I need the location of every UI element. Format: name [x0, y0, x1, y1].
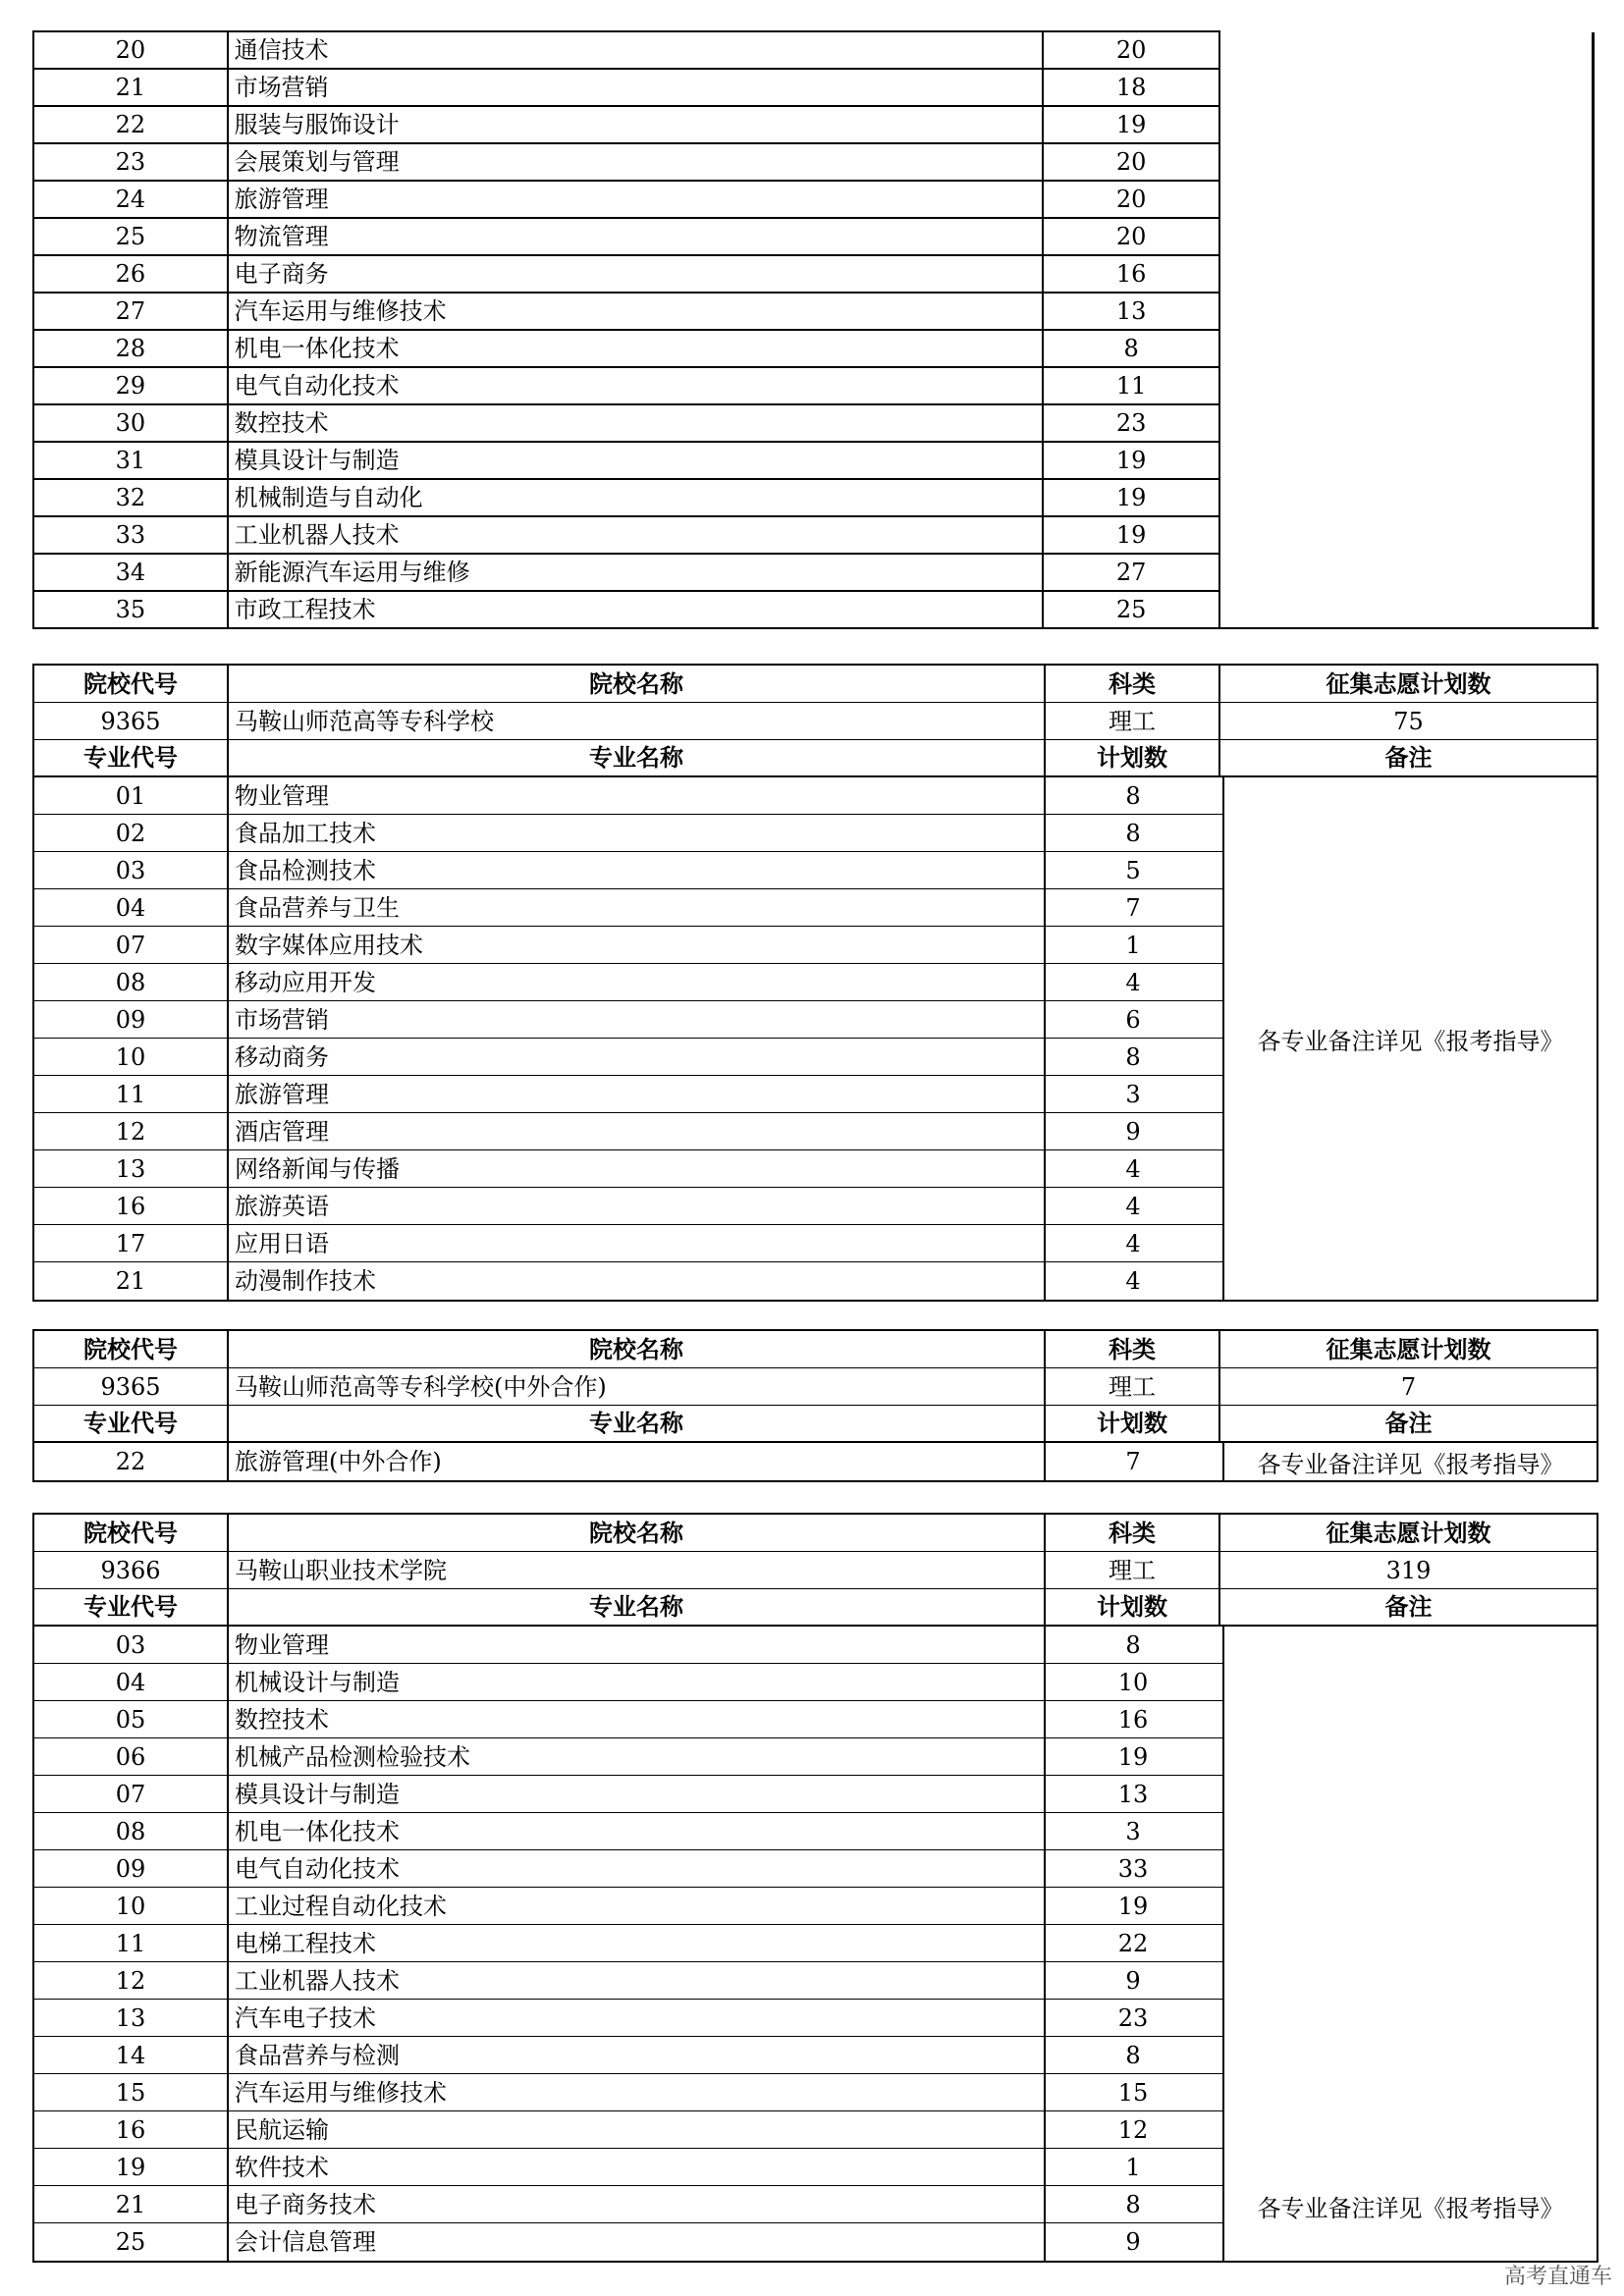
major-name: 市政工程技术	[229, 592, 1045, 627]
majors-body	[34, 1443, 1597, 1480]
major-name: 网络新闻与传播	[229, 1150, 1046, 1187]
plan-count: 13	[1117, 1780, 1149, 1808]
header-school-code: 院校代号	[34, 1515, 229, 1551]
plan-count: 4	[1125, 1192, 1141, 1220]
school-plan-total: 7	[1400, 1372, 1417, 1401]
plan-count: 20	[1115, 186, 1147, 213]
major-code: 04	[34, 1664, 229, 1700]
school-header-row	[34, 1515, 1597, 1552]
watermark: 高考直通车	[1503, 2265, 1612, 2289]
major-code: 22	[34, 107, 229, 142]
major-name: 市场营销	[229, 70, 1045, 105]
table-row	[34, 142, 1218, 180]
plan-count: 13	[1115, 297, 1147, 325]
major-name: 电梯工程技术	[229, 1925, 1046, 1961]
major-code: 11	[34, 1076, 229, 1112]
school-header-row	[34, 666, 1597, 703]
plan-count: 8	[1125, 1630, 1141, 1659]
major-name: 物业管理	[229, 1627, 1046, 1663]
table-row	[34, 889, 1222, 927]
table-row	[34, 2223, 1222, 2261]
major-code: 03	[34, 852, 229, 888]
remark-note: 各专业备注详见《报考指导》	[1222, 777, 1597, 1300]
plan-count: 19	[1115, 111, 1147, 138]
major-header-row	[34, 1406, 1597, 1443]
table-row	[34, 1039, 1222, 1076]
major-name: 工业过程自动化技术	[229, 1888, 1046, 1924]
major-code: 32	[34, 480, 229, 515]
header-remark: 备注	[1384, 744, 1433, 772]
major-code: 31	[34, 443, 229, 478]
major-name: 软件技术	[229, 2149, 1046, 2185]
header-major-name: 专业名称	[229, 1589, 1046, 1625]
table-row	[34, 1962, 1222, 2000]
major-code: 07	[34, 927, 229, 963]
table-row	[34, 441, 1218, 478]
major-code: 26	[34, 256, 229, 292]
plan-count: 19	[1117, 1742, 1149, 1771]
table-row	[34, 2186, 1222, 2223]
table-row	[34, 217, 1218, 254]
header-plan-total: 征集志愿计划数	[1326, 1335, 1491, 1363]
major-name: 机械制造与自动化	[229, 480, 1045, 515]
plan-count: 8	[1125, 2041, 1141, 2069]
header-school-code: 院校代号	[34, 1331, 229, 1367]
major-code: 30	[34, 405, 229, 441]
table-row	[34, 1443, 1222, 1480]
table-row	[34, 366, 1218, 403]
table-row	[34, 515, 1218, 553]
plan-count: 19	[1115, 521, 1147, 549]
plan-count: 20	[1115, 36, 1147, 64]
major-name: 机械设计与制造	[229, 1664, 1046, 1700]
major-code: 06	[34, 1738, 229, 1775]
table-row	[34, 105, 1218, 142]
major-code: 12	[34, 1113, 229, 1149]
school-plan-total: 319	[1385, 1556, 1432, 1584]
plan-count: 9	[1125, 1117, 1141, 1146]
major-name: 新能源汽车运用与维修	[229, 555, 1045, 590]
major-code: 20	[34, 32, 229, 68]
plan-count: 4	[1125, 968, 1141, 996]
header-school-name: 院校名称	[229, 1515, 1046, 1551]
major-name: 动漫制作技术	[229, 1262, 1046, 1300]
major-name: 电气自动化技术	[229, 1850, 1046, 1887]
remark-note: 各专业备注详见《报考指导》	[1222, 1443, 1597, 1480]
major-code: 28	[34, 331, 229, 366]
majors-list	[34, 1443, 1222, 1480]
major-header-row	[34, 740, 1597, 777]
plan-count: 7	[1125, 893, 1141, 922]
table-row	[34, 815, 1222, 852]
table-row	[34, 478, 1218, 515]
header-major-code: 专业代号	[34, 1589, 229, 1625]
table-row	[34, 68, 1218, 105]
table-row	[34, 1738, 1222, 1776]
plan-count: 7	[1125, 1448, 1141, 1475]
header-major-name: 专业名称	[229, 1406, 1046, 1441]
major-name: 通信技术	[229, 32, 1045, 68]
school-category: 理工	[1046, 1552, 1220, 1588]
plan-count: 1	[1125, 2153, 1141, 2181]
table-row	[34, 590, 1218, 627]
school-category: 理工	[1046, 1368, 1220, 1405]
major-name: 移动商务	[229, 1039, 1046, 1075]
table-row	[34, 1925, 1222, 1962]
major-code: 24	[34, 182, 229, 217]
major-code: 21	[34, 2186, 229, 2222]
major-name: 工业机器人技术	[229, 517, 1045, 553]
major-code: 13	[34, 1150, 229, 1187]
header-major-name: 专业名称	[229, 740, 1046, 775]
school-category: 理工	[1046, 703, 1220, 739]
major-name: 食品营养与卫生	[229, 889, 1046, 926]
major-name: 工业机器人技术	[229, 1962, 1046, 1999]
major-code: 13	[34, 2000, 229, 2036]
remark-note: 各专业备注详见《报考指导》	[1222, 1627, 1597, 2261]
header-remark: 备注	[1384, 1593, 1433, 1621]
school-name: 马鞍山师范高等专科学校	[229, 703, 1046, 739]
header-school-code: 院校代号	[34, 666, 229, 702]
major-name: 数控技术	[229, 405, 1045, 441]
header-plan-count: 计划数	[1046, 1589, 1220, 1625]
plan-count: 3	[1125, 1817, 1141, 1845]
major-code: 03	[34, 1627, 229, 1663]
majors-list	[34, 777, 1222, 1300]
school-header-row	[34, 1331, 1597, 1368]
major-name: 民航运输	[229, 2111, 1046, 2148]
plan-count: 8	[1125, 819, 1141, 847]
table-row	[34, 329, 1218, 366]
major-code: 05	[34, 1701, 229, 1737]
fragment-table	[32, 30, 1220, 629]
table-row	[34, 30, 1218, 68]
school-table	[32, 1513, 1598, 2263]
plan-count: 4	[1125, 1229, 1141, 1257]
plan-count: 22	[1117, 1929, 1149, 1957]
plan-count: 8	[1125, 1042, 1141, 1071]
header-major-code: 专业代号	[34, 740, 229, 775]
major-code: 10	[34, 1039, 229, 1075]
major-code: 09	[34, 1850, 229, 1887]
table-row	[34, 2000, 1222, 2037]
major-name: 食品营养与检测	[229, 2037, 1046, 2073]
table-row	[34, 1850, 1222, 1888]
plan-count: 23	[1115, 409, 1147, 437]
major-code: 34	[34, 555, 229, 590]
major-name: 电气自动化技术	[229, 368, 1045, 403]
major-name: 旅游管理(中外合作)	[229, 1443, 1046, 1480]
plan-count: 33	[1117, 1854, 1149, 1883]
major-code: 16	[34, 1188, 229, 1224]
table-row	[34, 1001, 1222, 1039]
plan-count: 27	[1115, 559, 1147, 586]
major-code: 01	[34, 777, 229, 814]
major-name: 汽车电子技术	[229, 2000, 1046, 2036]
plan-count: 12	[1117, 2115, 1149, 2144]
table-row	[34, 852, 1222, 889]
major-code: 11	[34, 1925, 229, 1961]
plan-count: 19	[1115, 484, 1147, 511]
header-major-code: 专业代号	[34, 1406, 229, 1441]
plan-count: 15	[1117, 2078, 1149, 2107]
major-code: 33	[34, 517, 229, 553]
header-plan-count: 计划数	[1046, 740, 1220, 775]
major-code: 21	[34, 1262, 229, 1300]
school-plan-total: 75	[1393, 707, 1424, 735]
table-row	[34, 1113, 1222, 1150]
school-info-row	[34, 703, 1597, 740]
header-remark: 备注	[1384, 1410, 1433, 1437]
plan-count: 19	[1117, 1892, 1149, 1920]
table-row	[34, 2074, 1222, 2111]
major-code: 25	[34, 219, 229, 254]
plan-count: 1	[1125, 931, 1141, 959]
major-code: 35	[34, 592, 229, 627]
major-name: 数控技术	[229, 1701, 1046, 1737]
major-name: 数字媒体应用技术	[229, 927, 1046, 963]
major-code: 08	[34, 1813, 229, 1849]
table-row	[34, 1813, 1222, 1850]
table-row	[34, 254, 1218, 292]
major-name: 会计信息管理	[229, 2223, 1046, 2261]
major-name: 酒店管理	[229, 1113, 1046, 1149]
major-code: 22	[34, 1443, 229, 1480]
plan-count: 3	[1125, 1080, 1141, 1108]
major-name: 机电一体化技术	[229, 1813, 1046, 1849]
table-row	[34, 1225, 1222, 1262]
major-name: 服装与服饰设计	[229, 107, 1045, 142]
table-row	[34, 1076, 1222, 1113]
major-code: 12	[34, 1962, 229, 1999]
header-plan-total: 征集志愿计划数	[1326, 1519, 1491, 1547]
major-name: 食品加工技术	[229, 815, 1046, 851]
plan-count: 6	[1125, 1005, 1141, 1034]
header-category: 科类	[1046, 666, 1220, 702]
majors-body	[34, 777, 1597, 1300]
major-name: 电子商务技术	[229, 2186, 1046, 2222]
table-row	[34, 1701, 1222, 1738]
table-row	[34, 403, 1218, 441]
school-table	[32, 1329, 1598, 1482]
header-plan-total: 征集志愿计划数	[1326, 669, 1491, 698]
table-row	[34, 1627, 1222, 1664]
major-code: 15	[34, 2074, 229, 2110]
plan-count: 4	[1125, 1154, 1141, 1183]
plan-count: 4	[1125, 1267, 1141, 1295]
major-header-row	[34, 1589, 1597, 1627]
header-plan-count: 计划数	[1046, 1406, 1220, 1441]
majors-list	[34, 1627, 1222, 2261]
table-row	[34, 1664, 1222, 1701]
school-info-row	[34, 1368, 1597, 1406]
header-school-name: 院校名称	[229, 1331, 1046, 1367]
major-code: 04	[34, 889, 229, 926]
table-row	[34, 964, 1222, 1001]
major-name: 机械产品检测检验技术	[229, 1738, 1046, 1775]
major-code: 10	[34, 1888, 229, 1924]
fragment-bottom-border	[1220, 627, 1598, 629]
school-table	[32, 664, 1598, 1302]
major-code: 16	[34, 2111, 229, 2148]
major-name: 电子商务	[229, 256, 1045, 292]
major-name: 模具设计与制造	[229, 443, 1045, 478]
major-code: 14	[34, 2037, 229, 2073]
table-row	[34, 2111, 1222, 2149]
major-name: 汽车运用与维修技术	[229, 294, 1045, 329]
major-code: 21	[34, 70, 229, 105]
major-code: 25	[34, 2223, 229, 2261]
majors-body	[34, 1627, 1597, 2261]
major-name: 机电一体化技术	[229, 331, 1045, 366]
plan-count: 25	[1115, 596, 1147, 623]
major-name: 市场营销	[229, 1001, 1046, 1038]
major-name: 物流管理	[229, 219, 1045, 254]
header-category: 科类	[1046, 1331, 1220, 1367]
major-name: 物业管理	[229, 777, 1046, 814]
major-name: 应用日语	[229, 1225, 1046, 1261]
major-code: 02	[34, 815, 229, 851]
table-row	[34, 292, 1218, 329]
school-code: 9365	[34, 703, 229, 739]
major-name: 移动应用开发	[229, 964, 1046, 1000]
table-row	[34, 1188, 1222, 1225]
table-row	[34, 180, 1218, 217]
table-row	[34, 2149, 1222, 2186]
plan-count: 5	[1125, 856, 1141, 884]
plan-count: 18	[1115, 74, 1147, 101]
major-name: 旅游管理	[229, 1076, 1046, 1112]
table-row	[34, 553, 1218, 590]
table-row	[34, 777, 1222, 815]
major-code: 23	[34, 144, 229, 180]
plan-count: 10	[1117, 1668, 1149, 1696]
fragment-right-border	[1592, 32, 1595, 628]
header-category: 科类	[1046, 1515, 1220, 1551]
plan-count: 8	[1125, 2190, 1141, 2218]
plan-count: 23	[1117, 2003, 1149, 2032]
major-code: 19	[34, 2149, 229, 2185]
table-row	[34, 927, 1222, 964]
school-name: 马鞍山职业技术学院	[229, 1552, 1046, 1588]
major-code: 27	[34, 294, 229, 329]
plan-count: 9	[1125, 2228, 1141, 2256]
major-code: 09	[34, 1001, 229, 1038]
table-row	[34, 1776, 1222, 1813]
school-code: 9366	[34, 1552, 229, 1588]
plan-count: 16	[1117, 1705, 1149, 1734]
major-name: 食品检测技术	[229, 852, 1046, 888]
school-name: 马鞍山师范高等专科学校(中外合作)	[229, 1368, 1046, 1405]
school-info-row	[34, 1552, 1597, 1589]
table-row	[34, 1262, 1222, 1300]
plan-count: 11	[1115, 372, 1147, 400]
plan-count: 19	[1115, 447, 1147, 474]
plan-count: 8	[1125, 781, 1141, 810]
plan-count: 16	[1115, 260, 1147, 288]
major-code: 08	[34, 964, 229, 1000]
table-row	[34, 1888, 1222, 1925]
major-name: 汽车运用与维修技术	[229, 2074, 1046, 2110]
plan-count: 9	[1125, 1966, 1141, 1995]
table-row	[34, 1150, 1222, 1188]
major-code: 29	[34, 368, 229, 403]
major-code: 17	[34, 1225, 229, 1261]
major-name: 旅游管理	[229, 182, 1045, 217]
plan-count: 20	[1115, 148, 1147, 176]
table-row	[34, 2037, 1222, 2074]
header-school-name: 院校名称	[229, 666, 1046, 702]
plan-count: 8	[1123, 335, 1139, 362]
major-name: 模具设计与制造	[229, 1776, 1046, 1812]
plan-count: 20	[1115, 223, 1147, 250]
major-name: 会展策划与管理	[229, 144, 1045, 180]
school-code: 9365	[34, 1368, 229, 1405]
major-name: 旅游英语	[229, 1188, 1046, 1224]
major-code: 07	[34, 1776, 229, 1812]
